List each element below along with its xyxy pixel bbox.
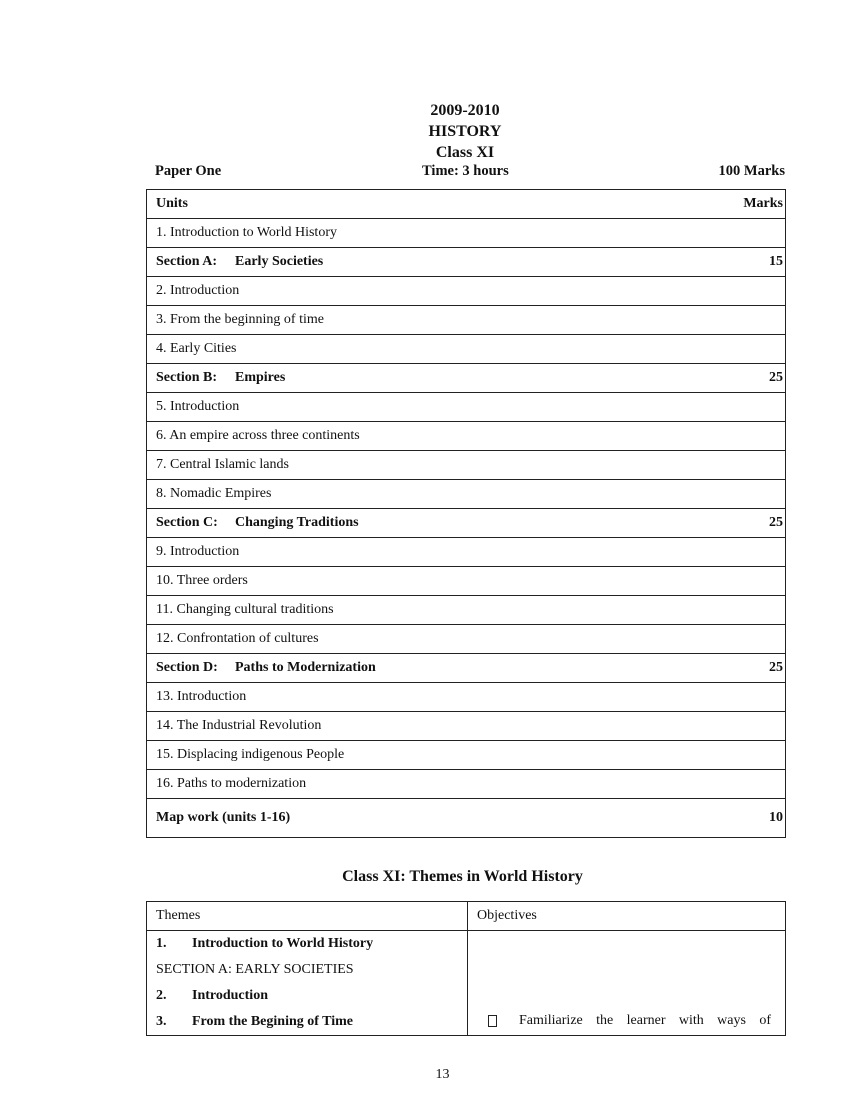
unit-label: 10. Three orders xyxy=(156,573,248,588)
unit-row xyxy=(147,770,786,799)
unit-label: 5. Introduction xyxy=(156,399,240,414)
section-label xyxy=(156,254,323,270)
section-row xyxy=(147,248,786,277)
theme-text: SECTION A: EARLY SOCIETIES xyxy=(156,962,354,977)
unit-row xyxy=(147,393,786,422)
map-work-label: Map work (units 1-16) xyxy=(156,810,291,825)
unit-label: 7. Central Islamic lands xyxy=(156,457,289,472)
section-label xyxy=(156,515,359,531)
unit-row xyxy=(147,712,786,741)
unit-label: 8. Nomadic Empires xyxy=(156,486,272,501)
unit-label: 9. Introduction xyxy=(156,544,240,559)
unit-row xyxy=(147,335,786,364)
unit-label: 11. Changing cultural traditions xyxy=(156,602,334,617)
section-prefix: Section A: xyxy=(156,254,218,269)
units-column-header: Units xyxy=(156,196,188,211)
section-prefix: Section D: xyxy=(156,660,218,675)
theme-line xyxy=(156,983,458,1009)
theme-text: Introduction to World History xyxy=(192,936,374,951)
time-label: Time: 3 hours xyxy=(422,163,509,179)
paper-label: Paper One xyxy=(155,163,222,179)
themes-list xyxy=(147,931,468,1036)
section-label xyxy=(156,370,285,386)
section-title: Paths to Modernization xyxy=(235,660,376,675)
unit-row xyxy=(147,567,786,596)
theme-number: 3. xyxy=(156,1014,167,1029)
objective-text: Familiarize the learner with ways of xyxy=(519,1013,771,1028)
section-row xyxy=(147,509,786,538)
unit-label: 4. Early Cities xyxy=(156,341,237,356)
section-label xyxy=(156,660,376,676)
theme-number: 1. xyxy=(156,936,167,951)
unit-row xyxy=(147,683,786,712)
section-title: Early Societies xyxy=(235,254,324,269)
theme-text: Introduction xyxy=(192,988,268,1003)
units-table xyxy=(146,189,786,838)
bullet-box-icon xyxy=(488,1015,497,1027)
unit-label: 1. Introduction to World History xyxy=(156,225,337,240)
themes-column-header: Themes xyxy=(147,902,468,931)
theme-text: From the Begining of Time xyxy=(192,1014,353,1029)
theme-line xyxy=(156,957,458,983)
section-row xyxy=(147,654,786,683)
unit-row xyxy=(147,422,786,451)
marks-column-header: Marks xyxy=(743,196,783,211)
marks-value: 25 xyxy=(769,660,783,675)
section-title: Empires xyxy=(235,370,286,385)
unit-label: 6. An empire across three continents xyxy=(156,428,360,443)
unit-row xyxy=(147,219,786,248)
unit-label: 3. From the beginning of time xyxy=(156,312,324,327)
themes-title: Class XI: Themes in World History xyxy=(342,868,583,885)
page-number: 13 xyxy=(435,1067,450,1082)
document-year: 2009-2010 xyxy=(430,102,500,119)
marks-value: 15 xyxy=(769,254,783,269)
unit-label: 2. Introduction xyxy=(156,283,240,298)
marks-value: 10 xyxy=(769,810,783,825)
unit-row xyxy=(147,306,786,335)
unit-label: 14. The Industrial Revolution xyxy=(156,718,322,733)
total-marks-label: 100 Marks xyxy=(718,163,785,179)
document-subject: HISTORY xyxy=(428,123,502,140)
section-title: Changing Traditions xyxy=(235,515,359,530)
section-prefix: Section C: xyxy=(156,515,218,530)
unit-row xyxy=(147,480,786,509)
objectives-cell xyxy=(468,931,786,1036)
themes-table xyxy=(146,901,786,1036)
theme-number: 2. xyxy=(156,988,167,1003)
unit-row xyxy=(147,596,786,625)
unit-label: 15. Displacing indigenous People xyxy=(156,747,345,762)
unit-row xyxy=(147,451,786,480)
objective-item xyxy=(488,1013,771,1029)
units-table-header xyxy=(147,190,786,219)
unit-label: 12. Confrontation of cultures xyxy=(156,631,319,646)
marks-value: 25 xyxy=(769,370,783,385)
unit-row xyxy=(147,741,786,770)
document-class: Class XI xyxy=(435,144,495,161)
unit-label: 16. Paths to modernization xyxy=(156,776,307,791)
section-prefix: Section B: xyxy=(156,370,218,385)
unit-row xyxy=(147,538,786,567)
section-row xyxy=(147,364,786,393)
themes-table-header xyxy=(147,902,786,931)
unit-row xyxy=(147,277,786,306)
objectives-column-header: Objectives xyxy=(468,902,786,931)
map-work-row xyxy=(147,799,786,838)
unit-row xyxy=(147,625,786,654)
theme-line xyxy=(156,931,458,957)
marks-value: 25 xyxy=(769,515,783,530)
themes-content-row xyxy=(147,931,786,1036)
unit-label: 13. Introduction xyxy=(156,689,247,704)
theme-line xyxy=(156,1009,458,1035)
